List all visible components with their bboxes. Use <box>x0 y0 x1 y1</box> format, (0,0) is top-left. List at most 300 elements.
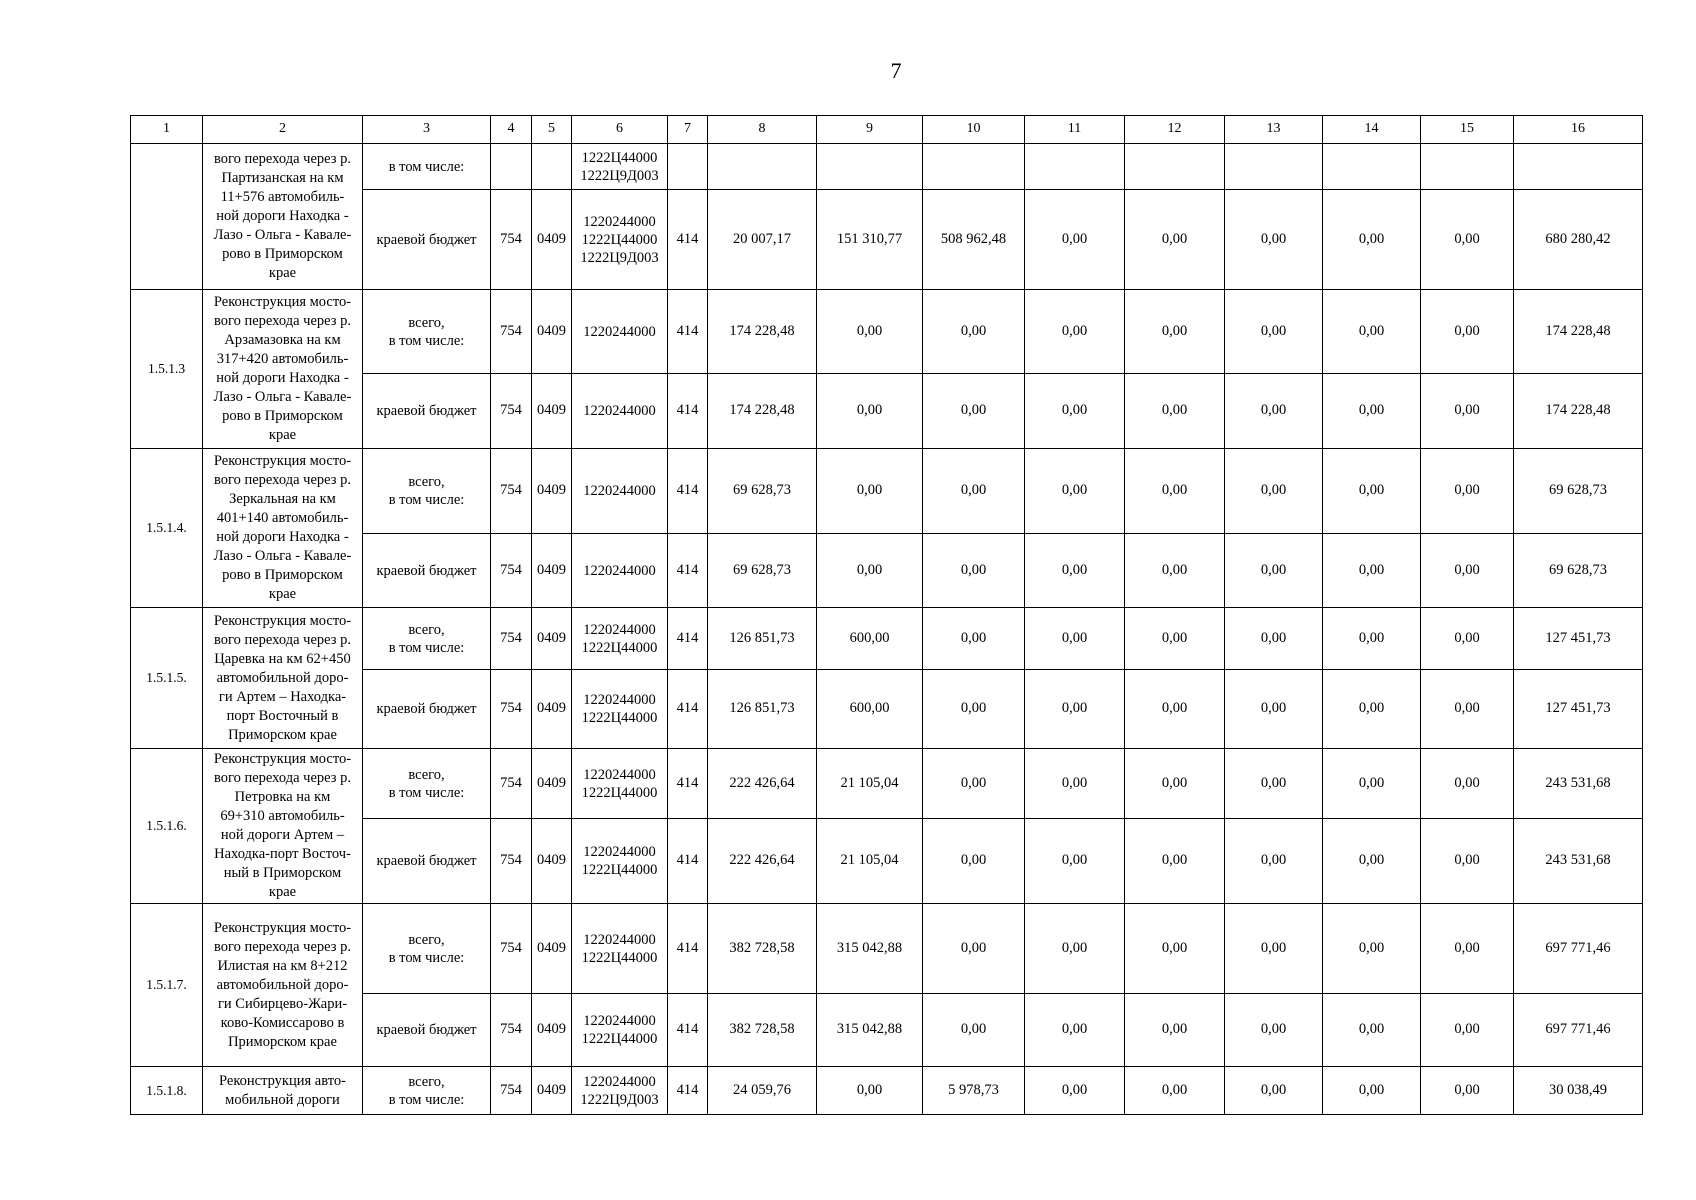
amount-cell-col-15: 0,00 <box>1421 290 1514 374</box>
target-code-cell <box>572 534 668 608</box>
amount-cell-col-13: 0,00 <box>1225 1067 1323 1115</box>
table-row <box>131 1067 1643 1115</box>
table-row <box>131 749 1643 819</box>
amount-cell-col-14: 0,00 <box>1323 1067 1421 1115</box>
amount-cell-col-14: 0,00 <box>1323 608 1421 670</box>
text-line: 1220244000 <box>583 562 656 579</box>
text-line: в том числе: <box>388 784 465 801</box>
text-line: в том числе: <box>388 639 465 656</box>
amount-cell-col-11: 0,00 <box>1025 449 1125 534</box>
text-line: 1222Ц44000 <box>581 784 658 801</box>
column-number-15: 15 <box>1421 116 1514 144</box>
amount-cell-col-9: 315 042,88 <box>817 994 923 1067</box>
funding-source-cell <box>363 290 491 374</box>
text-line: 1220244000 <box>583 766 656 783</box>
amount-cell-col-11: 0,00 <box>1025 749 1125 819</box>
text-line: крае <box>268 427 297 443</box>
text-line: Реконструкция мосто- <box>213 919 352 936</box>
column-number-row <box>131 116 1643 144</box>
text-line: крае <box>268 586 297 602</box>
amount-cell-col-11: 0,00 <box>1025 819 1125 904</box>
ministry-code-cell: 754 <box>491 819 532 904</box>
text-line: 1220244000 <box>583 403 656 419</box>
target-code-cell <box>572 749 668 819</box>
ministry-code-cell: 754 <box>491 190 532 290</box>
target-code-cell <box>572 190 668 290</box>
target-code-cell <box>572 449 668 534</box>
expense-type-cell: 414 <box>668 994 708 1067</box>
text-line: Партизанская на км <box>221 170 344 186</box>
amount-cell-col-14: 0,00 <box>1323 534 1421 608</box>
column-number-2: 2 <box>203 116 363 144</box>
funding-source-cell <box>363 904 491 994</box>
amount-cell-col-15: 0,00 <box>1421 374 1514 449</box>
amount-cell-col-11: 0,00 <box>1025 190 1125 290</box>
amount-cell-col-12: 0,00 <box>1125 670 1225 749</box>
funding-source-cell <box>363 1067 491 1115</box>
amount-cell-col-16: 30 038,49 <box>1514 1067 1643 1115</box>
amount-cell-col-15: 0,00 <box>1421 534 1514 608</box>
amount-cell-col-11 <box>1025 144 1125 190</box>
amount-cell-col-14: 0,00 <box>1323 449 1421 534</box>
amount-cell-col-10: 0,00 <box>923 904 1025 994</box>
amount-cell-col-15: 0,00 <box>1421 819 1514 904</box>
amount-cell-col-10 <box>923 144 1025 190</box>
amount-cell-col-12: 0,00 <box>1125 749 1225 819</box>
ministry-code-cell: 754 <box>491 534 532 608</box>
amount-cell-col-16: 243 531,68 <box>1514 819 1643 904</box>
section-code-cell: 0409 <box>532 190 572 290</box>
column-number-5: 5 <box>532 116 572 144</box>
amount-cell-col-11: 0,00 <box>1025 534 1125 608</box>
amount-cell-col-15: 0,00 <box>1421 190 1514 290</box>
section-code-cell: 0409 <box>532 290 572 374</box>
text-line: Илистая на км 8+212 <box>217 957 348 974</box>
ministry-code-cell: 754 <box>491 449 532 534</box>
page-number: 7 <box>890 58 902 83</box>
text-line: вого перехода через р. <box>214 631 351 648</box>
text-line: 1222Ц44000 <box>581 639 658 656</box>
text-line: Лазо - Ольга - Кавале- <box>213 548 352 564</box>
section-code-cell: 0409 <box>532 819 572 904</box>
amount-cell-col-10: 0,00 <box>923 290 1025 374</box>
item-name-cell <box>203 144 363 290</box>
amount-cell-col-15: 0,00 <box>1421 449 1514 534</box>
text-line: ги Сибирцево-Жари- <box>217 995 348 1012</box>
amount-cell-col-15 <box>1421 144 1514 190</box>
text-line: Реконструкция мосто- <box>213 751 352 767</box>
text-line: Лазо - Ольга - Кавале- <box>213 389 352 405</box>
funding-source-cell <box>363 190 491 290</box>
section-code-cell: 0409 <box>532 374 572 449</box>
text-line: Находка-порт Восточ- <box>214 846 351 862</box>
amount-cell-col-11: 0,00 <box>1025 670 1125 749</box>
text-line: 1222Ц9Д003 <box>580 167 659 184</box>
text-line: всего, <box>408 766 445 783</box>
text-line: всего, <box>408 314 445 331</box>
text-line: 1222Ц44000 <box>581 1031 658 1047</box>
column-number-12: 12 <box>1125 116 1225 144</box>
amount-cell-col-8: 382 728,58 <box>708 994 817 1067</box>
text-line: ной дороги Находка - <box>216 529 349 545</box>
amount-cell-col-14 <box>1323 144 1421 190</box>
column-number-9: 9 <box>817 116 923 144</box>
ministry-code-cell: 754 <box>491 608 532 670</box>
amount-cell-col-10: 0,00 <box>923 749 1025 819</box>
item-name-cell <box>203 449 363 608</box>
amount-cell-col-16: 697 771,46 <box>1514 904 1643 994</box>
column-number-10: 10 <box>923 116 1025 144</box>
amount-cell-col-12: 0,00 <box>1125 190 1225 290</box>
amount-cell-col-13: 0,00 <box>1225 190 1323 290</box>
text-line: Реконструкция мосто- <box>213 612 352 629</box>
text-line: вого перехода через р. <box>214 313 351 329</box>
column-number-11: 11 <box>1025 116 1125 144</box>
text-line: 1220244000 <box>583 213 656 230</box>
text-line: в том числе: <box>388 949 465 966</box>
amount-cell-col-9: 600,00 <box>817 608 923 670</box>
item-number-cell: 1.5.1.5. <box>131 608 203 749</box>
section-code-cell: 0409 <box>532 534 572 608</box>
amount-cell-col-13: 0,00 <box>1225 534 1323 608</box>
amount-cell-col-10: 0,00 <box>923 449 1025 534</box>
text-line: вого перехода через р. <box>214 770 351 786</box>
text-line: Реконструкция авто- <box>219 1072 346 1089</box>
amount-cell-col-9: 0,00 <box>817 374 923 449</box>
target-code-cell <box>572 670 668 749</box>
text-line: 1220244000 <box>583 621 656 638</box>
item-number-cell: 1.5.1.4. <box>131 449 203 608</box>
amount-cell-col-14: 0,00 <box>1323 374 1421 449</box>
amount-cell-col-14: 0,00 <box>1323 904 1421 994</box>
section-code-cell: 0409 <box>532 749 572 819</box>
ministry-code-cell: 754 <box>491 749 532 819</box>
ministry-code-cell: 754 <box>491 904 532 994</box>
column-number-4: 4 <box>491 116 532 144</box>
text-line: 11+576 автомобиль- <box>220 189 345 205</box>
text-line: в том числе: <box>388 332 465 349</box>
text-line: Арзамазовка на км <box>224 332 341 348</box>
column-number-13: 13 <box>1225 116 1323 144</box>
text-line: рово в Приморском <box>222 246 343 262</box>
amount-cell-col-8 <box>708 144 817 190</box>
funding-source-cell <box>363 608 491 670</box>
text-line: 1222Ц44000 <box>581 231 658 248</box>
amount-cell-col-13: 0,00 <box>1225 670 1323 749</box>
section-code-cell: 0409 <box>532 608 572 670</box>
text-line: 1220244000 <box>583 844 656 860</box>
item-name-cell <box>203 904 363 1067</box>
section-code-cell: 0409 <box>532 904 572 994</box>
text-line: автомобильной доро- <box>216 669 349 686</box>
ministry-code-cell: 754 <box>491 374 532 449</box>
amount-cell-col-12: 0,00 <box>1125 534 1225 608</box>
text-line: ной дороги Находка - <box>216 208 349 224</box>
amount-cell-col-13 <box>1225 144 1323 190</box>
budget-table <box>130 115 1643 1115</box>
amount-cell-col-16: 69 628,73 <box>1514 449 1643 534</box>
column-number-8: 8 <box>708 116 817 144</box>
text-line: вого перехода через р. <box>214 472 351 488</box>
ministry-code-cell: 754 <box>491 670 532 749</box>
expense-type-cell: 414 <box>668 819 708 904</box>
amount-cell-col-12 <box>1125 144 1225 190</box>
item-number-cell: 1.5.1.8. <box>131 1067 203 1115</box>
section-code-cell <box>532 144 572 190</box>
amount-cell-col-8: 126 851,73 <box>708 670 817 749</box>
ministry-code-cell: 754 <box>491 290 532 374</box>
amount-cell-col-9: 0,00 <box>817 290 923 374</box>
item-name-cell <box>203 608 363 749</box>
table-row <box>131 144 1643 190</box>
text-line: Реконструкция мосто- <box>213 453 352 469</box>
text-line: ково-Комиссарово в <box>220 1014 345 1031</box>
item-name-cell <box>203 749 363 904</box>
amount-cell-col-16: 243 531,68 <box>1514 749 1643 819</box>
amount-cell-col-10: 0,00 <box>923 608 1025 670</box>
amount-cell-col-11: 0,00 <box>1025 994 1125 1067</box>
amount-cell-col-13: 0,00 <box>1225 608 1323 670</box>
amount-cell-col-8: 222 426,64 <box>708 819 817 904</box>
column-number-6: 6 <box>572 116 668 144</box>
section-code-cell: 0409 <box>532 670 572 749</box>
text-line: 1222Ц9Д003 <box>580 249 659 266</box>
text-line: в том числе: <box>388 492 465 508</box>
text-line: вого перехода через р. <box>214 938 351 955</box>
text-line: рово в Приморском <box>222 408 343 424</box>
table-row <box>131 449 1643 534</box>
amount-cell-col-13: 0,00 <box>1225 904 1323 994</box>
item-number-cell: 1.5.1.3 <box>131 290 203 449</box>
amount-cell-col-10: 508 962,48 <box>923 190 1025 290</box>
text-line: краевой бюджет <box>376 853 477 869</box>
amount-cell-col-8: 174 228,48 <box>708 290 817 374</box>
expense-type-cell: 414 <box>668 190 708 290</box>
column-number-16: 16 <box>1514 116 1643 144</box>
amount-cell-col-13: 0,00 <box>1225 749 1323 819</box>
amount-cell-col-12: 0,00 <box>1125 608 1225 670</box>
text-line: 317+420 автомобиль- <box>216 351 349 367</box>
amount-cell-col-16: 127 451,73 <box>1514 670 1643 749</box>
column-number-14: 14 <box>1323 116 1421 144</box>
amount-cell-col-9: 0,00 <box>817 449 923 534</box>
amount-cell-col-15: 0,00 <box>1421 1067 1514 1115</box>
amount-cell-col-10: 0,00 <box>923 819 1025 904</box>
text-line: ги Артем – Находка- <box>218 688 347 705</box>
amount-cell-col-14: 0,00 <box>1323 670 1421 749</box>
amount-cell-col-11: 0,00 <box>1025 1067 1125 1115</box>
section-code-cell: 0409 <box>532 994 572 1067</box>
amount-cell-col-15: 0,00 <box>1421 608 1514 670</box>
expense-type-cell: 414 <box>668 374 708 449</box>
amount-cell-col-9: 600,00 <box>817 670 923 749</box>
item-number-cell: 1.5.1.6. <box>131 749 203 904</box>
amount-cell-col-15: 0,00 <box>1421 670 1514 749</box>
amount-cell-col-16 <box>1514 144 1643 190</box>
text-line: краевой бюджет <box>376 231 477 248</box>
amount-cell-col-16: 174 228,48 <box>1514 374 1643 449</box>
amount-cell-col-10: 0,00 <box>923 534 1025 608</box>
amount-cell-col-13: 0,00 <box>1225 819 1323 904</box>
text-line: 1220244000 <box>583 931 656 948</box>
amount-cell-col-13: 0,00 <box>1225 374 1323 449</box>
text-line: Реконструкция мосто- <box>213 294 352 310</box>
amount-cell-col-14: 0,00 <box>1323 290 1421 374</box>
amount-cell-col-8: 69 628,73 <box>708 534 817 608</box>
expense-type-cell: 414 <box>668 1067 708 1115</box>
text-line: рово в Приморском <box>222 567 343 583</box>
expense-type-cell: 414 <box>668 749 708 819</box>
target-code-cell <box>572 144 668 190</box>
expense-type-cell: 414 <box>668 534 708 608</box>
column-number-3: 3 <box>363 116 491 144</box>
text-line: краевой бюджет <box>376 403 477 419</box>
item-number-cell <box>131 144 203 290</box>
amount-cell-col-12: 0,00 <box>1125 904 1225 994</box>
text-line: в том числе: <box>388 1091 465 1108</box>
amount-cell-col-10: 5 978,73 <box>923 1067 1025 1115</box>
amount-cell-col-16: 697 771,46 <box>1514 994 1643 1067</box>
amount-cell-col-14: 0,00 <box>1323 819 1421 904</box>
column-number-7: 7 <box>668 116 708 144</box>
text-line: 69+310 автомобиль- <box>220 808 345 824</box>
text-line: Царевка на км 62+450 <box>214 650 351 667</box>
text-line: ный в Приморском <box>223 865 342 881</box>
amount-cell-col-9: 21 105,04 <box>817 749 923 819</box>
target-code-cell <box>572 290 668 374</box>
amount-cell-col-10: 0,00 <box>923 670 1025 749</box>
amount-cell-col-12: 0,00 <box>1125 994 1225 1067</box>
amount-cell-col-16: 127 451,73 <box>1514 608 1643 670</box>
amount-cell-col-13: 0,00 <box>1225 994 1323 1067</box>
expense-type-cell: 414 <box>668 670 708 749</box>
ministry-code-cell <box>491 144 532 190</box>
amount-cell-col-12: 0,00 <box>1125 1067 1225 1115</box>
target-code-cell <box>572 994 668 1067</box>
target-code-cell <box>572 374 668 449</box>
amount-cell-col-9: 151 310,77 <box>817 190 923 290</box>
table-row <box>131 608 1643 670</box>
item-name-cell <box>203 290 363 449</box>
amount-cell-col-15: 0,00 <box>1421 994 1514 1067</box>
amount-cell-col-8: 174 228,48 <box>708 374 817 449</box>
text-line: 401+140 автомобиль- <box>216 510 349 526</box>
amount-cell-col-16: 680 280,42 <box>1514 190 1643 290</box>
item-name-cell <box>203 1067 363 1115</box>
funding-source-cell <box>363 534 491 608</box>
amount-cell-col-9 <box>817 144 923 190</box>
funding-source-cell <box>363 749 491 819</box>
funding-source-cell <box>363 144 491 190</box>
amount-cell-col-12: 0,00 <box>1125 819 1225 904</box>
amount-cell-col-12: 0,00 <box>1125 449 1225 534</box>
expense-type-cell: 414 <box>668 904 708 994</box>
amount-cell-col-8: 382 728,58 <box>708 904 817 994</box>
funding-source-cell <box>363 374 491 449</box>
amount-cell-col-9: 21 105,04 <box>817 819 923 904</box>
expense-type-cell: 414 <box>668 449 708 534</box>
amount-cell-col-8: 126 851,73 <box>708 608 817 670</box>
amount-cell-col-16: 69 628,73 <box>1514 534 1643 608</box>
text-line: крае <box>268 884 297 900</box>
amount-cell-col-11: 0,00 <box>1025 374 1125 449</box>
expense-type-cell <box>668 144 708 190</box>
amount-cell-col-14: 0,00 <box>1323 190 1421 290</box>
column-number-1: 1 <box>131 116 203 144</box>
expense-type-cell: 414 <box>668 608 708 670</box>
ministry-code-cell: 754 <box>491 994 532 1067</box>
text-line: вого перехода через р. <box>214 151 351 167</box>
amount-cell-col-15: 0,00 <box>1421 904 1514 994</box>
amount-cell-col-11: 0,00 <box>1025 904 1125 994</box>
text-line: Приморском крае <box>228 1033 337 1050</box>
expense-type-cell: 414 <box>668 290 708 374</box>
text-line: ной дороги Находка - <box>216 370 349 386</box>
text-line: 1222Ц9Д003 <box>580 1091 659 1108</box>
text-line: всего, <box>408 474 445 490</box>
text-line: всего, <box>408 1073 445 1090</box>
amount-cell-col-9: 0,00 <box>817 534 923 608</box>
amount-cell-col-13: 0,00 <box>1225 449 1323 534</box>
section-code-cell: 0409 <box>532 1067 572 1115</box>
text-line: в том числе: <box>388 158 465 175</box>
amount-cell-col-12: 0,00 <box>1125 374 1225 449</box>
text-line: всего, <box>408 931 445 948</box>
target-code-cell <box>572 1067 668 1115</box>
text-line: 1222Ц44000 <box>581 710 658 726</box>
text-line: Лазо - Ольга - Кавале- <box>213 227 352 243</box>
text-line: мобильной дороги <box>225 1091 340 1108</box>
text-line: ной дороги Артем – <box>220 827 345 843</box>
text-line: порт Восточный в <box>226 707 339 724</box>
funding-source-cell <box>363 819 491 904</box>
text-line: 1222Ц44000 <box>581 949 658 966</box>
text-line: Петровка на км <box>234 789 331 805</box>
amount-cell-col-11: 0,00 <box>1025 290 1125 374</box>
amount-cell-col-12: 0,00 <box>1125 290 1225 374</box>
item-number-cell: 1.5.1.7. <box>131 904 203 1067</box>
text-line: краевой бюджет <box>376 562 477 579</box>
text-line: 1222Ц44000 <box>581 149 658 166</box>
text-line: 1220244000 <box>583 1073 656 1090</box>
text-line: 1222Ц44000 <box>581 862 658 878</box>
text-line: 1220244000 <box>583 692 656 708</box>
text-line: краевой бюджет <box>376 1022 477 1038</box>
funding-source-cell <box>363 994 491 1067</box>
text-line: 1220244000 <box>583 483 656 499</box>
text-line: всего, <box>408 621 445 638</box>
amount-cell-col-8: 24 059,76 <box>708 1067 817 1115</box>
target-code-cell <box>572 608 668 670</box>
text-line: автомобильной доро- <box>216 976 349 993</box>
text-line: 1220244000 <box>583 323 656 340</box>
amount-cell-col-14: 0,00 <box>1323 994 1421 1067</box>
funding-source-cell <box>363 449 491 534</box>
target-code-cell <box>572 819 668 904</box>
table-row <box>131 904 1643 994</box>
amount-cell-col-10: 0,00 <box>923 994 1025 1067</box>
funding-source-cell <box>363 670 491 749</box>
amount-cell-col-8: 20 007,17 <box>708 190 817 290</box>
amount-cell-col-9: 0,00 <box>817 1067 923 1115</box>
amount-cell-col-8: 69 628,73 <box>708 449 817 534</box>
amount-cell-col-10: 0,00 <box>923 374 1025 449</box>
ministry-code-cell: 754 <box>491 1067 532 1115</box>
amount-cell-col-9: 315 042,88 <box>817 904 923 994</box>
section-code-cell: 0409 <box>532 449 572 534</box>
text-line: крае <box>268 265 297 281</box>
text-line: краевой бюджет <box>376 701 477 717</box>
